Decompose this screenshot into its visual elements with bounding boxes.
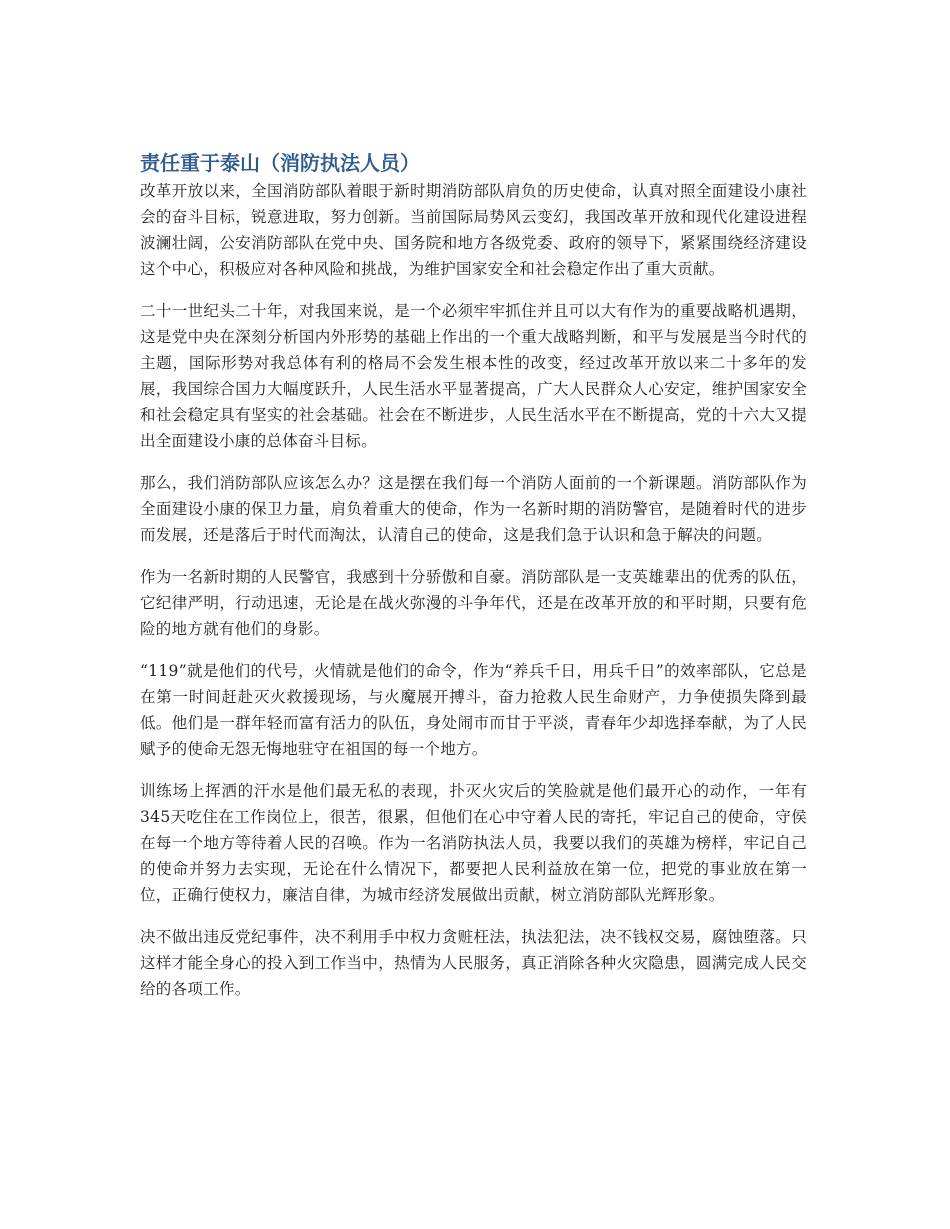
document-page xyxy=(140,148,807,1018)
paragraph-2: 二十一世纪头二十年，对我国来说，是一个必须牢牢抓住并且可以大有作为的重要战略机遇期，这是党中央在深刻分析国内外形势的基础上作出的一个重大战略判断，和平与发展是当今时代的主题，国际形势对我总体有利的格局不会发生根本性的改变，经过改革开放以来二十多年的发展，我国综合国力大幅度跃升，人民生活水平显著提高，广大人民群众人心安定，维护国家安全和社会稳定具有坚实的社会基础。社会在不断进步，人民生活水平在不断提高，党的十六大又提出全面建设小康的总体奋斗目标。 xyxy=(140,302,807,450)
paragraph-6: 训练场上挥洒的汗水是他们最无私的表现，扑灭火灾后的笑脸就是他们最开心的动作，一年有345天吃住在工作岗位上，很苦，很累，但他们在心中守着人民的寄托，牢记自己的使命，守侯在每一个地方等待着人民的召唤。作为一名消防执法人员，我要以我们的英雄为榜样，牢记自己的使命并努力去实现，无论在什么情况下，都要把人民利益放在第一位，把党的事业放在第一位，正确行使权力，廉洁自律，为城市经济发展做出贡献，树立消防部队光辉形象。 xyxy=(140,782,807,904)
paragraph-4: 作为一名新时期的人民警官，我感到十分骄傲和自豪。消防部队是一支英雄辈出的优秀的队伍，它纪律严明，行动迅速，无论是在战火弥漫的斗争年代，还是在改革开放的和平时期，只要有危险的地方就有他们的身影。 xyxy=(140,568,807,638)
paragraph-7: 决不做出违反党纪事件，决不利用手中权力贪赃枉法，执法犯法，决不钱权交易，腐蚀堕落。只这样才能全身心的投入到工作当中，热情为人民服务，真正消除各种火灾隐患，圆满完成人民交给的各项工作。 xyxy=(140,928,807,998)
paragraph-1: 改革开放以来，全国消防部队着眼于新时期消防部队肩负的历史使命，认真对照全面建设小康社会的奋斗目标，锐意进取，努力创新。当前国际局势风云变幻，我国改革开放和现代化建设进程波澜壮阔，公安消防部队在党中央、国务院和地方各级党委、政府的领导下，紧紧围绕经济建设这个中心，积极应对各种风险和挑战，为维护国家安全和社会稳定作出了重大贡献。 xyxy=(140,182,807,278)
paragraph-5: “119”就是他们的代号，火情就是他们的命令，作为“养兵千日，用兵千日”的效率部队，它总是在第一时间赶赴灭火救援现场，与火魔展开搏斗，奋力抢救人民生命财产，力争使损失降到最低。他们是一群年轻而富有活力的队伍，身处闹市而甘于平淡，青春年少却选择奉献，为了人民赋予的使命无怨无悔地驻守在祖国的每一个地方。 xyxy=(140,662,807,758)
paragraph-3: 那么，我们消防部队应该怎么办？这是摆在我们每一个消防人面前的一个新课题。消防部队作为全面建设小康的保卫力量，肩负着重大的使命，作为一名新时期的消防警官，是随着时代的进步而发展，还是落后于时代而淘汰，认清自己的使命，这是我们急于认识和急于解决的问题。 xyxy=(140,474,807,544)
document-title: 责任重于泰山（消防执法人员） xyxy=(140,151,420,175)
